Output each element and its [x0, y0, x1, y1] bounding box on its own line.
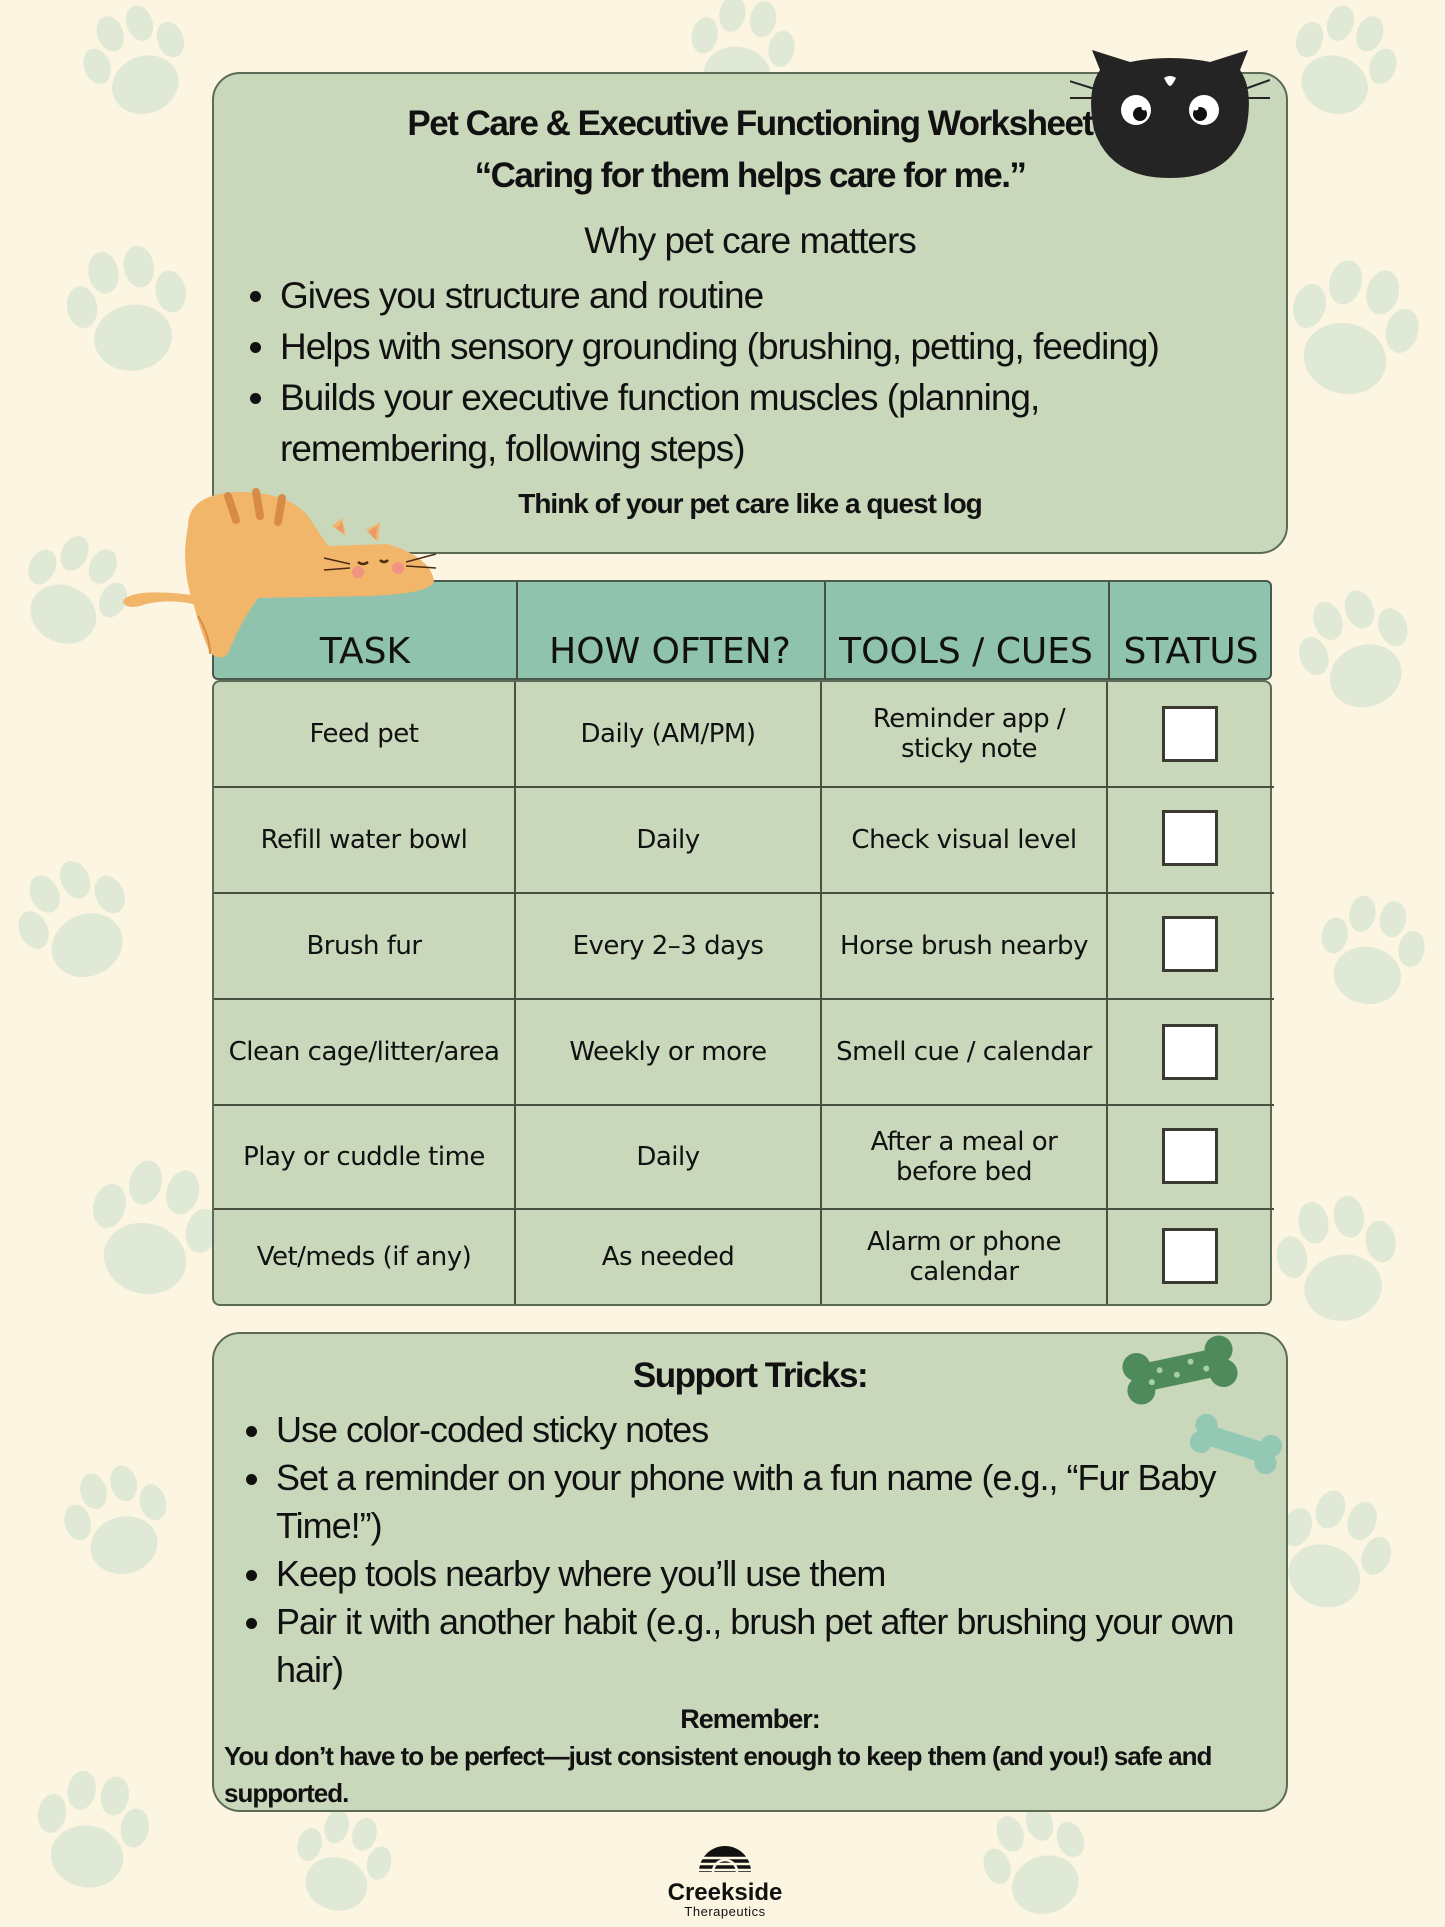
task-cell: Play or cuddle time: [243, 1142, 485, 1172]
tools-cell: Check visual level: [851, 825, 1077, 855]
header-divider: [824, 582, 826, 682]
support-heading: Support Tricks:: [632, 1356, 868, 1395]
tools-cell: Horse brush nearby: [840, 931, 1088, 961]
dog-bone-icon: [1120, 1330, 1240, 1410]
column-divider: [1106, 682, 1108, 1304]
often-cell: Every 2–3 days: [572, 931, 764, 961]
page-title: Pet Care & Executive Functioning Worksheet: [407, 104, 1093, 143]
often-cell: As needed: [601, 1242, 735, 1272]
orange-cat-icon: [118, 486, 448, 666]
black-cat-icon: [1070, 50, 1270, 180]
often-cell: Daily: [636, 1142, 700, 1172]
header-task: TASK: [319, 631, 411, 672]
creekside-logo: [660, 1836, 790, 1919]
task-cell: Vet/meds (if any): [256, 1242, 472, 1272]
tools-cell: After a meal or before bed: [870, 1127, 1058, 1187]
often-cell: Daily: [636, 825, 700, 855]
support-item: Keep tools nearby where you’ll use them: [240, 1550, 1240, 1598]
remember-text: You don’t have to be perfect—just consistent enough to keep them (and you!) safe and supported.: [224, 1741, 1212, 1808]
logo-subtitle: Therapeutics: [684, 1904, 766, 1919]
often-cell: Weekly or more: [569, 1037, 767, 1067]
support-item: Set a reminder on your phone with a fun name (e.g., “Fur Baby Time!”): [240, 1454, 1240, 1550]
support-list: [240, 1406, 1240, 1694]
remember-label: Remember:: [680, 1704, 820, 1734]
header-divider: [1108, 582, 1110, 682]
support-item: Use color-coded sticky notes: [240, 1406, 1240, 1454]
status-checkbox-vet-meds[interactable]: [1162, 1228, 1218, 1284]
task-cell: Clean cage/litter/area: [228, 1037, 500, 1067]
header-divider: [516, 582, 518, 682]
dog-bone-icon: [1186, 1408, 1286, 1480]
tools-cell: Reminder app / sticky note: [872, 704, 1066, 764]
why-heading: Why pet care matters: [584, 220, 916, 261]
header-how-often: HOW OFTEN?: [549, 631, 791, 672]
why-item: Gives you structure and routine: [244, 270, 1244, 321]
status-checkbox-refill-water[interactable]: [1162, 810, 1218, 866]
status-checkbox-feed-pet[interactable]: [1162, 706, 1218, 762]
tools-cell: Smell cue / calendar: [836, 1037, 1092, 1067]
why-list: [244, 270, 1244, 474]
status-checkbox-clean-cage[interactable]: [1162, 1024, 1218, 1080]
support-item: Pair it with another habit (e.g., brush pet after brushing your own hair): [240, 1598, 1240, 1694]
often-cell: Daily (AM/PM): [580, 719, 756, 749]
task-cell: Refill water bowl: [260, 825, 468, 855]
task-cell: Feed pet: [309, 719, 419, 749]
logo-name: Creekside: [667, 1879, 783, 1906]
status-checkbox-brush-fur[interactable]: [1162, 916, 1218, 972]
table-body: [212, 680, 1272, 1306]
logo-mark-icon: [695, 1836, 755, 1876]
tools-cell: Alarm or phone calendar: [867, 1227, 1061, 1287]
status-checkbox-play-cuddle[interactable]: [1162, 1128, 1218, 1184]
why-item: Builds your executive function muscles (planning, remembering, following steps): [244, 372, 1244, 474]
why-item: Helps with sensory grounding (brushing, petting, feeding): [244, 321, 1244, 372]
task-cell: Brush fur: [306, 931, 422, 961]
header-status: STATUS: [1123, 631, 1259, 672]
page-subtitle-quote: “Caring for them helps care for me.”: [474, 156, 1026, 195]
quest-log-line: Think of your pet care like a quest log: [518, 488, 982, 519]
header-tools-cues: TOOLS / CUES: [839, 631, 1093, 672]
